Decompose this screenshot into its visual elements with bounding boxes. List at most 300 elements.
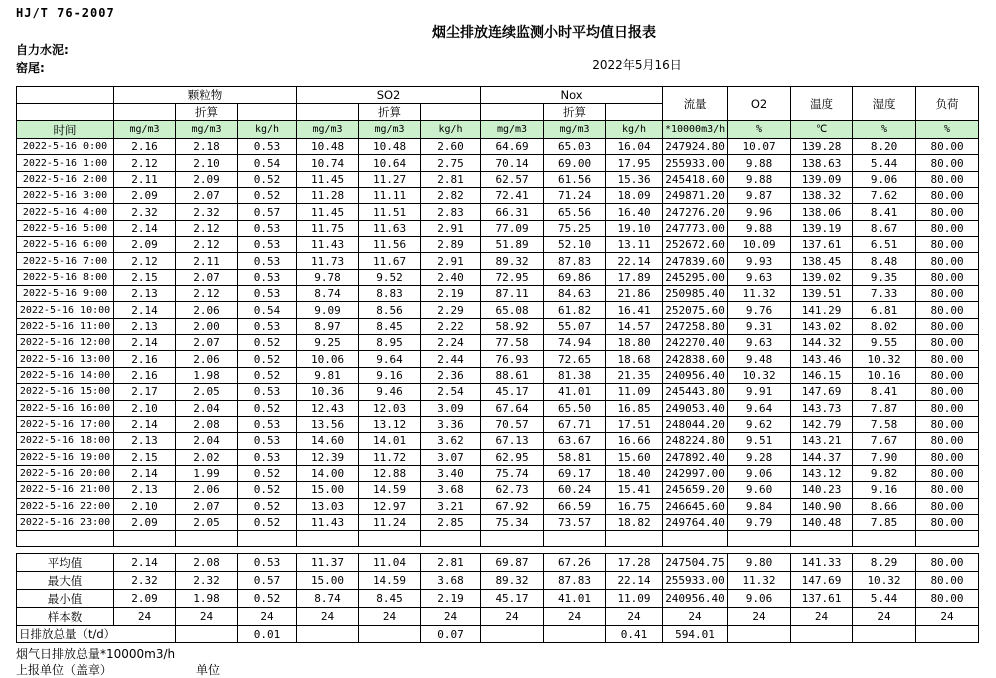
value-cell[interactable]: 139.19 (791, 220, 853, 236)
value-cell[interactable]: 77.58 (481, 335, 544, 351)
value-cell[interactable]: 80.00 (916, 188, 979, 204)
blank-cell[interactable] (421, 104, 481, 121)
value-cell[interactable]: 2.07 (176, 269, 238, 285)
time-cell[interactable]: 2022-5-16 20:00 (17, 465, 114, 481)
summary-label[interactable]: 平均值 (17, 554, 114, 572)
summary-value-cell[interactable]: 24 (421, 608, 481, 626)
value-cell[interactable]: 16.85 (606, 400, 663, 416)
value-cell[interactable]: 2.40 (421, 269, 481, 285)
summary-label[interactable]: 最大值 (17, 572, 114, 590)
value-cell[interactable]: 248044.20 (663, 416, 728, 432)
unit-header[interactable]: % (728, 121, 791, 139)
value-cell[interactable]: 11.72 (359, 449, 421, 465)
value-cell[interactable]: 84.63 (544, 286, 606, 302)
blank-cell[interactable] (297, 531, 359, 547)
value-cell[interactable]: 2.15 (114, 269, 176, 285)
summary-value-cell[interactable]: 67.26 (544, 554, 606, 572)
value-cell[interactable]: 80.00 (916, 433, 979, 449)
value-cell[interactable]: 72.95 (481, 269, 544, 285)
value-cell[interactable]: 58.81 (544, 449, 606, 465)
summary-value-cell[interactable]: 8.74 (297, 590, 359, 608)
value-cell[interactable]: 10.74 (297, 155, 359, 171)
value-cell[interactable]: 80.00 (916, 220, 979, 236)
value-cell[interactable]: 3.36 (421, 416, 481, 432)
value-cell[interactable]: 138.45 (791, 253, 853, 269)
blank-cell[interactable] (481, 104, 544, 121)
value-cell[interactable]: 15.36 (606, 171, 663, 187)
value-cell[interactable]: 245418.60 (663, 171, 728, 187)
blank-cell[interactable] (176, 531, 238, 547)
time-cell[interactable]: 2022-5-16 12:00 (17, 335, 114, 351)
value-cell[interactable]: 0.53 (238, 253, 297, 269)
value-cell[interactable]: 8.66 (853, 498, 916, 514)
value-cell[interactable]: 9.55 (853, 335, 916, 351)
value-cell[interactable]: 16.75 (606, 498, 663, 514)
summary-value-cell[interactable]: 80.00 (916, 572, 979, 590)
unit-header[interactable]: % (853, 121, 916, 139)
value-cell[interactable]: 80.00 (916, 449, 979, 465)
unit-header[interactable]: mg/m3 (359, 121, 421, 139)
daily-total-cell[interactable] (359, 626, 421, 643)
value-cell[interactable]: 2.15 (114, 449, 176, 465)
value-cell[interactable]: 2.11 (176, 253, 238, 269)
value-cell[interactable]: 11.27 (359, 171, 421, 187)
unit-header[interactable]: kg/h (606, 121, 663, 139)
header-load[interactable]: 负荷 (916, 87, 979, 121)
value-cell[interactable]: 80.00 (916, 237, 979, 253)
value-cell[interactable]: 69.17 (544, 465, 606, 481)
summary-value-cell[interactable]: 24 (853, 608, 916, 626)
value-cell[interactable]: 8.20 (853, 139, 916, 155)
value-cell[interactable]: 146.15 (791, 367, 853, 383)
value-cell[interactable]: 143.12 (791, 465, 853, 481)
value-cell[interactable]: 8.41 (853, 384, 916, 400)
value-cell[interactable]: 70.57 (481, 416, 544, 432)
value-cell[interactable]: 2.06 (176, 302, 238, 318)
unit-header[interactable]: mg/m3 (114, 121, 176, 139)
value-cell[interactable]: 11.09 (606, 384, 663, 400)
time-cell[interactable]: 2022-5-16 3:00 (17, 188, 114, 204)
value-cell[interactable]: 9.81 (297, 367, 359, 383)
value-cell[interactable]: 80.00 (916, 269, 979, 285)
summary-value-cell[interactable]: 2.81 (421, 554, 481, 572)
value-cell[interactable]: 143.73 (791, 400, 853, 416)
header-time[interactable]: 时间 (17, 121, 114, 139)
value-cell[interactable]: 2.12 (114, 155, 176, 171)
value-cell[interactable]: 9.28 (728, 449, 791, 465)
value-cell[interactable]: 9.09 (297, 302, 359, 318)
header-group-particulate[interactable]: 颗粒物 (114, 87, 297, 104)
value-cell[interactable]: 2.82 (421, 188, 481, 204)
time-cell[interactable]: 2022-5-16 17:00 (17, 416, 114, 432)
summary-value-cell[interactable]: 24 (663, 608, 728, 626)
blank-cell[interactable] (606, 531, 663, 547)
value-cell[interactable]: 2.19 (421, 286, 481, 302)
value-cell[interactable]: 12.43 (297, 400, 359, 416)
value-cell[interactable]: 7.33 (853, 286, 916, 302)
summary-value-cell[interactable]: 24 (297, 608, 359, 626)
value-cell[interactable]: 11.45 (297, 171, 359, 187)
value-cell[interactable]: 0.52 (238, 465, 297, 481)
value-cell[interactable]: 2.85 (421, 514, 481, 530)
value-cell[interactable]: 246645.60 (663, 498, 728, 514)
value-cell[interactable]: 247924.80 (663, 139, 728, 155)
value-cell[interactable]: 80.00 (916, 351, 979, 367)
value-cell[interactable]: 11.24 (359, 514, 421, 530)
value-cell[interactable]: 10.36 (297, 384, 359, 400)
value-cell[interactable]: 8.41 (853, 204, 916, 220)
summary-value-cell[interactable]: 141.33 (791, 554, 853, 572)
value-cell[interactable]: 2.36 (421, 367, 481, 383)
value-cell[interactable]: 0.53 (238, 416, 297, 432)
summary-value-cell[interactable]: 255933.00 (663, 572, 728, 590)
value-cell[interactable]: 9.52 (359, 269, 421, 285)
summary-value-cell[interactable]: 24 (238, 608, 297, 626)
value-cell[interactable]: 12.03 (359, 400, 421, 416)
value-cell[interactable]: 55.07 (544, 318, 606, 334)
value-cell[interactable]: 9.78 (297, 269, 359, 285)
value-cell[interactable]: 14.01 (359, 433, 421, 449)
value-cell[interactable]: 2.06 (176, 482, 238, 498)
summary-value-cell[interactable]: 11.04 (359, 554, 421, 572)
value-cell[interactable]: 65.08 (481, 302, 544, 318)
unit-header[interactable]: kg/h (238, 121, 297, 139)
value-cell[interactable]: 8.67 (853, 220, 916, 236)
value-cell[interactable]: 242997.00 (663, 465, 728, 481)
summary-value-cell[interactable]: 0.52 (238, 590, 297, 608)
value-cell[interactable]: 11.43 (297, 514, 359, 530)
value-cell[interactable]: 62.73 (481, 482, 544, 498)
summary-value-cell[interactable]: 24 (916, 608, 979, 626)
summary-value-cell[interactable]: 11.32 (728, 572, 791, 590)
summary-value-cell[interactable]: 2.09 (114, 590, 176, 608)
summary-label[interactable]: 样本数 (17, 608, 114, 626)
value-cell[interactable]: 2.12 (176, 286, 238, 302)
time-cell[interactable]: 2022-5-16 11:00 (17, 318, 114, 334)
value-cell[interactable]: 252075.60 (663, 302, 728, 318)
value-cell[interactable]: 2.29 (421, 302, 481, 318)
value-cell[interactable]: 0.52 (238, 498, 297, 514)
value-cell[interactable]: 7.58 (853, 416, 916, 432)
value-cell[interactable]: 80.00 (916, 416, 979, 432)
value-cell[interactable]: 80.00 (916, 253, 979, 269)
value-cell[interactable]: 2.10 (176, 155, 238, 171)
value-cell[interactable]: 9.51 (728, 433, 791, 449)
summary-value-cell[interactable]: 0.53 (238, 554, 297, 572)
value-cell[interactable]: 2.09 (114, 188, 176, 204)
value-cell[interactable]: 0.53 (238, 139, 297, 155)
time-cell[interactable]: 2022-5-16 21:00 (17, 482, 114, 498)
daily-total-cell[interactable] (916, 626, 979, 643)
time-cell[interactable]: 2022-5-16 19:00 (17, 449, 114, 465)
time-cell[interactable]: 2022-5-16 9:00 (17, 286, 114, 302)
value-cell[interactable]: 242270.40 (663, 335, 728, 351)
value-cell[interactable]: 10.09 (728, 237, 791, 253)
value-cell[interactable]: 65.03 (544, 139, 606, 155)
value-cell[interactable]: 77.09 (481, 220, 544, 236)
value-cell[interactable]: 2.91 (421, 253, 481, 269)
value-cell[interactable]: 143.02 (791, 318, 853, 334)
summary-value-cell[interactable]: 3.68 (421, 572, 481, 590)
value-cell[interactable]: 7.90 (853, 449, 916, 465)
summary-value-cell[interactable]: 8.29 (853, 554, 916, 572)
header-group-nox[interactable]: Nox (481, 87, 663, 104)
time-cell[interactable]: 2022-5-16 15:00 (17, 384, 114, 400)
blank-cell[interactable] (421, 531, 481, 547)
value-cell[interactable]: 3.21 (421, 498, 481, 514)
summary-value-cell[interactable]: 24 (114, 608, 176, 626)
summary-value-cell[interactable]: 9.80 (728, 554, 791, 572)
value-cell[interactable]: 61.82 (544, 302, 606, 318)
value-cell[interactable]: 2.14 (114, 465, 176, 481)
value-cell[interactable]: 80.00 (916, 318, 979, 334)
value-cell[interactable]: 2.07 (176, 335, 238, 351)
value-cell[interactable]: 9.96 (728, 204, 791, 220)
value-cell[interactable]: 137.61 (791, 237, 853, 253)
blank-cell[interactable] (916, 531, 979, 547)
value-cell[interactable]: 247258.80 (663, 318, 728, 334)
value-cell[interactable]: 2.07 (176, 188, 238, 204)
time-cell[interactable]: 2022-5-16 2:00 (17, 171, 114, 187)
value-cell[interactable]: 2.17 (114, 384, 176, 400)
value-cell[interactable]: 139.28 (791, 139, 853, 155)
unit-header[interactable]: % (916, 121, 979, 139)
value-cell[interactable]: 8.83 (359, 286, 421, 302)
summary-value-cell[interactable]: 0.57 (238, 572, 297, 590)
summary-label[interactable]: 最小值 (17, 590, 114, 608)
value-cell[interactable]: 15.00 (297, 482, 359, 498)
value-cell[interactable]: 11.11 (359, 188, 421, 204)
value-cell[interactable]: 80.00 (916, 384, 979, 400)
value-cell[interactable]: 17.95 (606, 155, 663, 171)
value-cell[interactable]: 242838.60 (663, 351, 728, 367)
value-cell[interactable]: 60.24 (544, 482, 606, 498)
value-cell[interactable]: 9.64 (728, 400, 791, 416)
value-cell[interactable]: 80.00 (916, 204, 979, 220)
value-cell[interactable]: 11.51 (359, 204, 421, 220)
value-cell[interactable]: 2.81 (421, 171, 481, 187)
summary-value-cell[interactable]: 2.32 (114, 572, 176, 590)
value-cell[interactable]: 2.09 (176, 171, 238, 187)
summary-value-cell[interactable]: 24 (359, 608, 421, 626)
blank-cell[interactable] (481, 531, 544, 547)
value-cell[interactable]: 0.53 (238, 384, 297, 400)
value-cell[interactable]: 143.21 (791, 433, 853, 449)
value-cell[interactable]: 12.97 (359, 498, 421, 514)
value-cell[interactable]: 2.04 (176, 400, 238, 416)
value-cell[interactable]: 71.24 (544, 188, 606, 204)
value-cell[interactable]: 0.54 (238, 155, 297, 171)
value-cell[interactable]: 12.39 (297, 449, 359, 465)
summary-value-cell[interactable]: 2.19 (421, 590, 481, 608)
value-cell[interactable]: 73.57 (544, 514, 606, 530)
value-cell[interactable]: 7.67 (853, 433, 916, 449)
unit-header[interactable]: ℃ (791, 121, 853, 139)
value-cell[interactable]: 248224.80 (663, 433, 728, 449)
time-cell[interactable]: 2022-5-16 14:00 (17, 367, 114, 383)
value-cell[interactable]: 8.74 (297, 286, 359, 302)
value-cell[interactable]: 245443.80 (663, 384, 728, 400)
value-cell[interactable]: 138.63 (791, 155, 853, 171)
daily-total-cell[interactable] (481, 626, 544, 643)
value-cell[interactable]: 2.02 (176, 449, 238, 465)
summary-value-cell[interactable]: 240956.40 (663, 590, 728, 608)
value-cell[interactable]: 8.48 (853, 253, 916, 269)
value-cell[interactable]: 8.02 (853, 318, 916, 334)
value-cell[interactable]: 22.14 (606, 253, 663, 269)
value-cell[interactable]: 2.10 (114, 400, 176, 416)
value-cell[interactable]: 80.00 (916, 335, 979, 351)
summary-value-cell[interactable]: 137.61 (791, 590, 853, 608)
value-cell[interactable]: 14.59 (359, 482, 421, 498)
value-cell[interactable]: 2.32 (176, 204, 238, 220)
value-cell[interactable]: 10.32 (728, 367, 791, 383)
value-cell[interactable]: 75.34 (481, 514, 544, 530)
summary-value-cell[interactable]: 9.06 (728, 590, 791, 608)
summary-value-cell[interactable]: 10.32 (853, 572, 916, 590)
value-cell[interactable]: 2.14 (114, 302, 176, 318)
value-cell[interactable]: 249053.40 (663, 400, 728, 416)
value-cell[interactable]: 10.64 (359, 155, 421, 171)
value-cell[interactable]: 245295.00 (663, 269, 728, 285)
time-cell[interactable]: 2022-5-16 23:00 (17, 514, 114, 530)
value-cell[interactable]: 8.97 (297, 318, 359, 334)
value-cell[interactable]: 2.89 (421, 237, 481, 253)
value-cell[interactable]: 2.00 (176, 318, 238, 334)
value-cell[interactable]: 9.46 (359, 384, 421, 400)
blank-cell[interactable] (853, 531, 916, 547)
unit-header[interactable]: mg/m3 (544, 121, 606, 139)
value-cell[interactable]: 6.51 (853, 237, 916, 253)
value-cell[interactable]: 2.60 (421, 139, 481, 155)
value-cell[interactable]: 2.13 (114, 482, 176, 498)
blank-cell[interactable] (114, 104, 176, 121)
blank-cell[interactable] (359, 531, 421, 547)
value-cell[interactable]: 14.00 (297, 465, 359, 481)
daily-total-cell[interactable] (544, 626, 606, 643)
time-cell[interactable]: 2022-5-16 13:00 (17, 351, 114, 367)
value-cell[interactable]: 2.83 (421, 204, 481, 220)
time-cell[interactable]: 2022-5-16 6:00 (17, 237, 114, 253)
value-cell[interactable]: 140.23 (791, 482, 853, 498)
value-cell[interactable]: 11.45 (297, 204, 359, 220)
value-cell[interactable]: 9.48 (728, 351, 791, 367)
value-cell[interactable]: 80.00 (916, 286, 979, 302)
time-cell[interactable]: 2022-5-16 16:00 (17, 400, 114, 416)
value-cell[interactable]: 1.99 (176, 465, 238, 481)
daily-total-cell[interactable]: 0.07 (421, 626, 481, 643)
value-cell[interactable]: 16.66 (606, 433, 663, 449)
value-cell[interactable]: 144.32 (791, 335, 853, 351)
value-cell[interactable]: 74.94 (544, 335, 606, 351)
value-cell[interactable]: 3.40 (421, 465, 481, 481)
value-cell[interactable]: 9.16 (853, 482, 916, 498)
value-cell[interactable]: 2.14 (114, 416, 176, 432)
value-cell[interactable]: 2.04 (176, 433, 238, 449)
unit-header[interactable]: kg/h (421, 121, 481, 139)
value-cell[interactable]: 80.00 (916, 139, 979, 155)
value-cell[interactable]: 3.09 (421, 400, 481, 416)
blank-cell[interactable] (17, 531, 114, 547)
value-cell[interactable]: 139.02 (791, 269, 853, 285)
time-cell[interactable]: 2022-5-16 4:00 (17, 204, 114, 220)
value-cell[interactable]: 9.63 (728, 269, 791, 285)
time-cell[interactable]: 2022-5-16 10:00 (17, 302, 114, 318)
value-cell[interactable]: 51.89 (481, 237, 544, 253)
summary-value-cell[interactable]: 24 (728, 608, 791, 626)
daily-total-label[interactable]: 日排放总量（t/d） (17, 626, 176, 643)
value-cell[interactable]: 11.28 (297, 188, 359, 204)
value-cell[interactable]: 2.14 (114, 335, 176, 351)
value-cell[interactable]: 2.09 (114, 237, 176, 253)
header-converted-pm[interactable]: 折算 (176, 104, 238, 121)
value-cell[interactable]: 10.07 (728, 139, 791, 155)
value-cell[interactable]: 14.57 (606, 318, 663, 334)
value-cell[interactable]: 9.84 (728, 498, 791, 514)
unit-header[interactable]: mg/m3 (176, 121, 238, 139)
blank-cell[interactable] (663, 531, 728, 547)
value-cell[interactable]: 89.32 (481, 253, 544, 269)
summary-value-cell[interactable]: 89.32 (481, 572, 544, 590)
summary-value-cell[interactable]: 87.83 (544, 572, 606, 590)
value-cell[interactable]: 88.61 (481, 367, 544, 383)
value-cell[interactable]: 80.00 (916, 498, 979, 514)
value-cell[interactable]: 69.86 (544, 269, 606, 285)
value-cell[interactable]: 9.82 (853, 465, 916, 481)
value-cell[interactable]: 66.31 (481, 204, 544, 220)
value-cell[interactable]: 9.88 (728, 220, 791, 236)
summary-value-cell[interactable]: 11.37 (297, 554, 359, 572)
header-humidity[interactable]: 湿度 (853, 87, 916, 121)
value-cell[interactable]: 7.87 (853, 400, 916, 416)
summary-value-cell[interactable]: 247504.75 (663, 554, 728, 572)
value-cell[interactable]: 0.52 (238, 171, 297, 187)
blank-cell[interactable] (114, 531, 176, 547)
value-cell[interactable]: 80.00 (916, 482, 979, 498)
value-cell[interactable]: 13.12 (359, 416, 421, 432)
value-cell[interactable]: 2.54 (421, 384, 481, 400)
value-cell[interactable]: 0.52 (238, 367, 297, 383)
summary-value-cell[interactable]: 2.08 (176, 554, 238, 572)
value-cell[interactable]: 0.53 (238, 269, 297, 285)
value-cell[interactable]: 9.16 (359, 367, 421, 383)
value-cell[interactable]: 2.13 (114, 318, 176, 334)
value-cell[interactable]: 0.52 (238, 351, 297, 367)
summary-value-cell[interactable]: 22.14 (606, 572, 663, 590)
value-cell[interactable]: 17.51 (606, 416, 663, 432)
value-cell[interactable]: 17.89 (606, 269, 663, 285)
value-cell[interactable]: 62.57 (481, 171, 544, 187)
value-cell[interactable]: 18.80 (606, 335, 663, 351)
header-group-so2[interactable]: SO2 (297, 87, 481, 104)
value-cell[interactable]: 247839.60 (663, 253, 728, 269)
value-cell[interactable]: 11.67 (359, 253, 421, 269)
unit-header[interactable]: mg/m3 (297, 121, 359, 139)
summary-value-cell[interactable]: 11.09 (606, 590, 663, 608)
header-converted-nox[interactable]: 折算 (544, 104, 606, 121)
value-cell[interactable]: 61.56 (544, 171, 606, 187)
value-cell[interactable]: 15.60 (606, 449, 663, 465)
daily-total-cell[interactable] (791, 626, 853, 643)
value-cell[interactable]: 2.13 (114, 433, 176, 449)
value-cell[interactable]: 41.01 (544, 384, 606, 400)
value-cell[interactable]: 250985.40 (663, 286, 728, 302)
value-cell[interactable]: 64.69 (481, 139, 544, 155)
header-o2[interactable]: O2 (728, 87, 791, 121)
value-cell[interactable]: 11.32 (728, 286, 791, 302)
summary-value-cell[interactable]: 2.14 (114, 554, 176, 572)
value-cell[interactable]: 9.06 (853, 171, 916, 187)
